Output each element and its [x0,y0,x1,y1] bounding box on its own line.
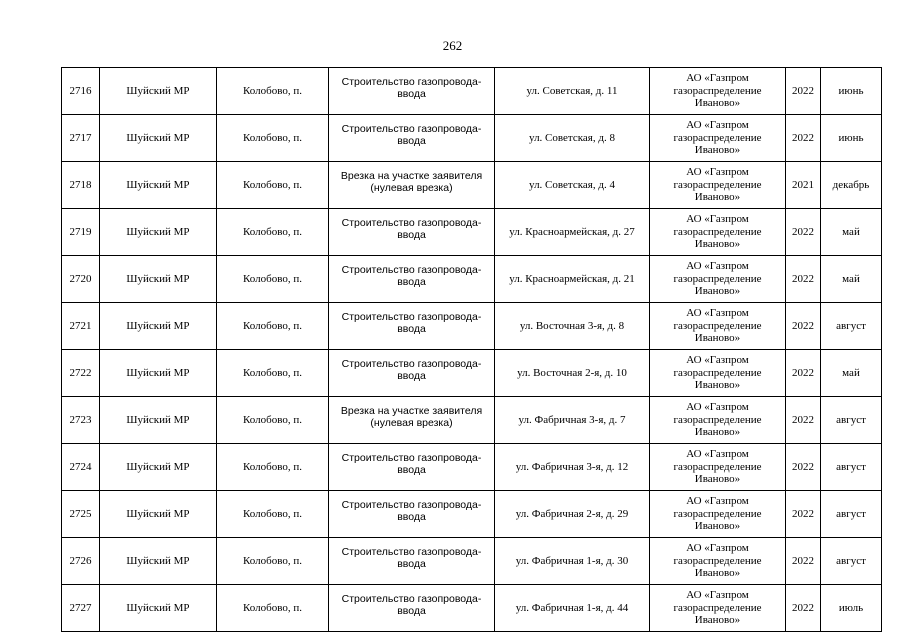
work-type-cell: Врезка на участке заявителя (нулевая врезка) [329,397,495,444]
company-cell: АО «Газпром газораспределение Иваново» [650,538,786,585]
month-cell: август [821,491,882,538]
row-number-cell: 2721 [62,303,100,350]
district-cell: Шуйский МР [100,209,217,256]
year-cell: 2022 [786,115,821,162]
row-number-cell: 2719 [62,209,100,256]
table-row [62,115,882,162]
company-cell: АО «Газпром газораспределение Иваново» [650,397,786,444]
month-cell: май [821,350,882,397]
work-type-cell: Строительство газопровода-ввода [329,585,495,632]
year-cell: 2022 [786,209,821,256]
year-cell: 2022 [786,303,821,350]
year-cell: 2022 [786,585,821,632]
company-cell: АО «Газпром газораспределение Иваново» [650,350,786,397]
address-cell: ул. Советская, д. 11 [495,68,650,115]
work-type-cell: Врезка на участке заявителя (нулевая врезка) [329,162,495,209]
address-cell: ул. Фабричная 3-я, д. 12 [495,444,650,491]
table-row [62,350,882,397]
district-cell: Шуйский МР [100,303,217,350]
district-cell: Шуйский МР [100,444,217,491]
district-cell: Шуйский МР [100,162,217,209]
district-cell: Шуйский МР [100,397,217,444]
year-cell: 2022 [786,538,821,585]
settlement-cell: Колобово, п. [217,350,329,397]
settlement-cell: Колобово, п. [217,444,329,491]
page-number: 262 [442,38,463,53]
company-cell: АО «Газпром газораспределение Иваново» [650,162,786,209]
year-cell: 2022 [786,68,821,115]
district-cell: Шуйский МР [100,350,217,397]
district-cell: Шуйский МР [100,491,217,538]
year-cell: 2022 [786,491,821,538]
address-cell: ул. Красноармейская, д. 27 [495,209,650,256]
month-cell: август [821,444,882,491]
table-row [62,491,882,538]
work-type-cell: Строительство газопровода-ввода [329,209,495,256]
district-cell: Шуйский МР [100,68,217,115]
address-cell: ул. Советская, д. 4 [495,162,650,209]
settlement-cell: Колобово, п. [217,585,329,632]
company-cell: АО «Газпром газораспределение Иваново» [650,444,786,491]
address-cell: ул. Фабричная 1-я, д. 44 [495,585,650,632]
company-cell: АО «Газпром газораспределение Иваново» [650,209,786,256]
row-number-cell: 2717 [62,115,100,162]
month-cell: июнь [821,115,882,162]
row-number-cell: 2724 [62,444,100,491]
address-cell: ул. Фабричная 1-я, д. 30 [495,538,650,585]
address-cell: ул. Красноармейская, д. 21 [495,256,650,303]
table-row [62,256,882,303]
table-row [62,303,882,350]
year-cell: 2022 [786,397,821,444]
table-row [62,444,882,491]
year-cell: 2021 [786,162,821,209]
month-cell: май [821,256,882,303]
table-body [62,68,882,632]
settlement-cell: Колобово, п. [217,68,329,115]
settlement-cell: Колобово, п. [217,256,329,303]
address-cell: ул. Восточная 2-я, д. 10 [495,350,650,397]
year-cell: 2022 [786,444,821,491]
settlement-cell: Колобово, п. [217,209,329,256]
month-cell: август [821,303,882,350]
month-cell: август [821,397,882,444]
address-cell: ул. Восточная 3-я, д. 8 [495,303,650,350]
work-type-cell: Строительство газопровода-ввода [329,68,495,115]
month-cell: июнь [821,68,882,115]
work-type-cell: Строительство газопровода-ввода [329,303,495,350]
row-number-cell: 2720 [62,256,100,303]
table-row [62,397,882,444]
row-number-cell: 2725 [62,491,100,538]
row-number-cell: 2716 [62,68,100,115]
year-cell: 2022 [786,350,821,397]
row-number-cell: 2727 [62,585,100,632]
district-cell: Шуйский МР [100,585,217,632]
row-number-cell: 2722 [62,350,100,397]
settlement-cell: Колобово, п. [217,162,329,209]
settlement-cell: Колобово, п. [217,397,329,444]
settlement-cell: Колобово, п. [217,303,329,350]
row-number-cell: 2723 [62,397,100,444]
company-cell: АО «Газпром газораспределение Иваново» [650,115,786,162]
table-row [62,538,882,585]
company-cell: АО «Газпром газораспределение Иваново» [650,68,786,115]
row-number-cell: 2726 [62,538,100,585]
row-number-cell: 2718 [62,162,100,209]
company-cell: АО «Газпром газораспределение Иваново» [650,303,786,350]
work-type-cell: Строительство газопровода-ввода [329,491,495,538]
company-cell: АО «Газпром газораспределение Иваново» [650,256,786,303]
month-cell: май [821,209,882,256]
company-cell: АО «Газпром газораспределение Иваново» [650,585,786,632]
work-type-cell: Строительство газопровода-ввода [329,256,495,303]
address-cell: ул. Фабричная 3-я, д. 7 [495,397,650,444]
table-row [62,162,882,209]
district-cell: Шуйский МР [100,115,217,162]
work-type-cell: Строительство газопровода-ввода [329,115,495,162]
work-type-cell: Строительство газопровода-ввода [329,350,495,397]
settlement-cell: Колобово, п. [217,491,329,538]
work-type-cell: Строительство газопровода-ввода [329,538,495,585]
settlement-cell: Колобово, п. [217,115,329,162]
table-row [62,209,882,256]
year-cell: 2022 [786,256,821,303]
company-cell: АО «Газпром газораспределение Иваново» [650,491,786,538]
district-cell: Шуйский МР [100,256,217,303]
work-type-cell: Строительство газопровода-ввода [329,444,495,491]
table-row [62,68,882,115]
address-cell: ул. Фабричная 2-я, д. 29 [495,491,650,538]
district-cell: Шуйский МР [100,538,217,585]
table-row [62,585,882,632]
address-cell: ул. Советская, д. 8 [495,115,650,162]
settlement-cell: Колобово, п. [217,538,329,585]
gas-connection-table [61,67,882,632]
month-cell: декабрь [821,162,882,209]
month-cell: август [821,538,882,585]
month-cell: июль [821,585,882,632]
